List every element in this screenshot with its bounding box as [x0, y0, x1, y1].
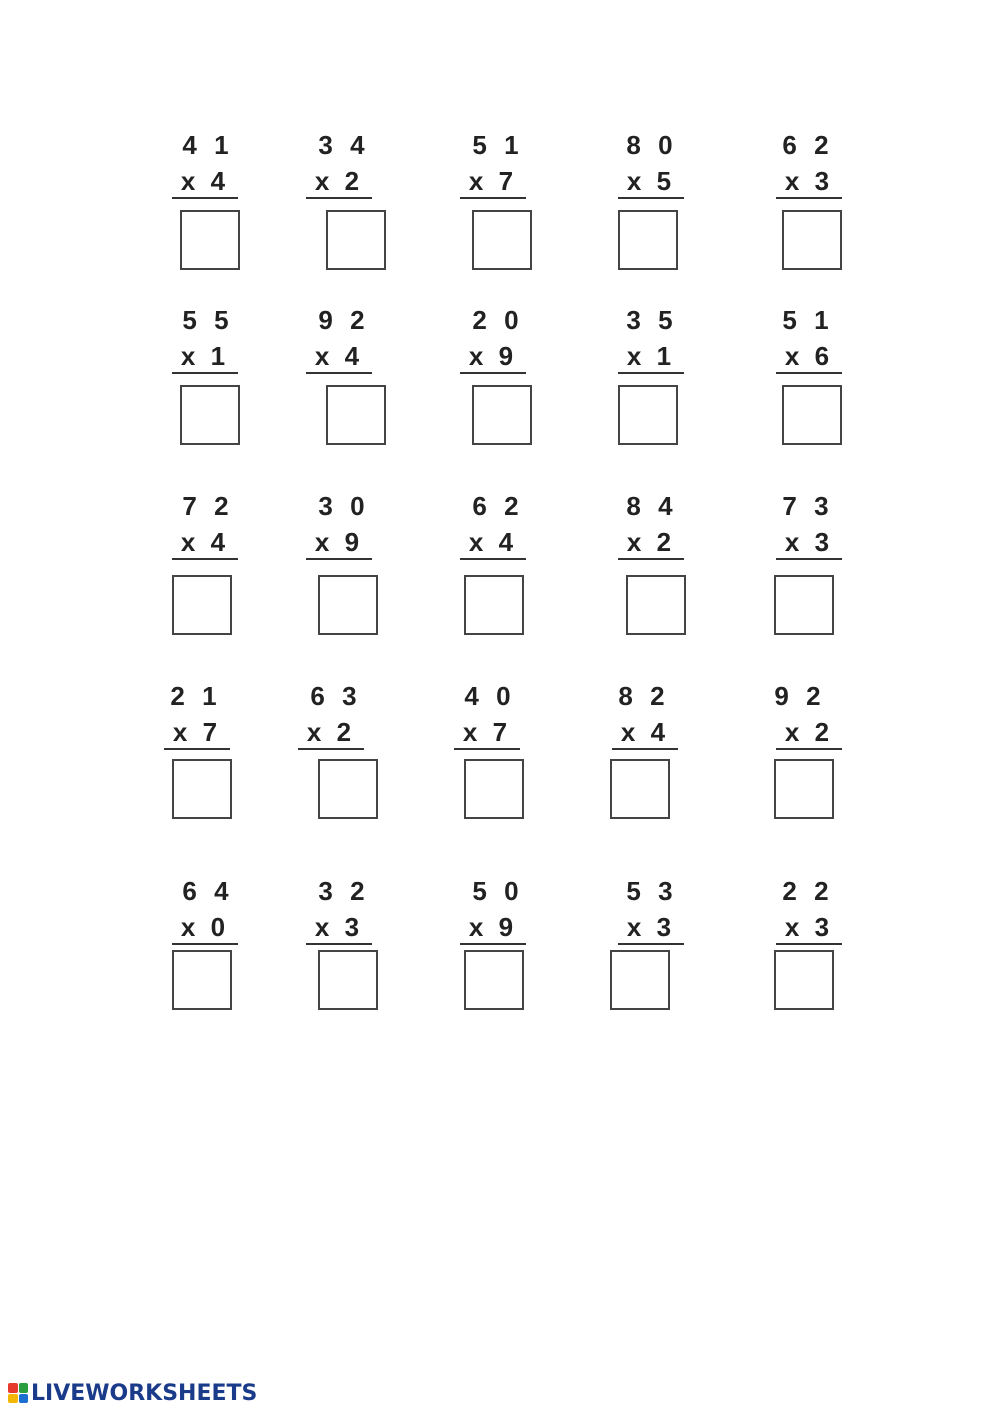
- problem-4-3: [430, 681, 550, 831]
- liveworksheets-footer: [8, 1379, 257, 1407]
- problem-4-5: [740, 681, 860, 831]
- answer-box[interactable]: [618, 210, 678, 270]
- multiplicand: 5 0: [472, 876, 524, 906]
- multiplicand: 7 2: [182, 491, 234, 521]
- problem-row-3: [0, 491, 1000, 641]
- multiplicand: 5 1: [472, 130, 524, 160]
- multiplicand: 8 4: [626, 491, 678, 521]
- multiplier: x 5: [618, 166, 684, 199]
- multiplicand: 6 3: [310, 681, 362, 711]
- liveworksheets-logo-icon: [8, 1383, 28, 1403]
- multiplicand: 2 1: [170, 681, 222, 711]
- multiplicand: 3 4: [318, 130, 370, 160]
- problem-1-3: [438, 130, 558, 280]
- problem-1-5: [748, 130, 868, 280]
- multiplicand: 4 1: [182, 130, 234, 160]
- problem-3-2: [284, 491, 404, 641]
- multiplier: x 7: [460, 166, 526, 199]
- multiplicand: 3 0: [318, 491, 370, 521]
- problem-4-4: [584, 681, 704, 831]
- problem-5-5: [748, 876, 868, 1026]
- multiplier: x 3: [618, 912, 684, 945]
- multiplier: x 1: [172, 341, 238, 374]
- multiplier: x 2: [306, 166, 372, 199]
- answer-box[interactable]: [180, 385, 240, 445]
- problem-4-1: [136, 681, 256, 831]
- problem-2-2: [284, 305, 404, 455]
- answer-box[interactable]: [464, 950, 524, 1010]
- answer-box[interactable]: [464, 759, 524, 819]
- answer-box[interactable]: [774, 575, 834, 635]
- multiplicand: 9 2: [774, 681, 826, 711]
- answer-box[interactable]: [782, 210, 842, 270]
- multiplier: x 3: [776, 912, 842, 945]
- multiplicand: 5 5: [182, 305, 234, 335]
- problem-5-3: [438, 876, 558, 1026]
- problem-3-3: [438, 491, 558, 641]
- problem-1-1: [148, 130, 268, 280]
- multiplier: x 7: [454, 717, 520, 750]
- answer-box[interactable]: [782, 385, 842, 445]
- answer-box[interactable]: [774, 759, 834, 819]
- multiplier: x 9: [460, 912, 526, 945]
- multiplicand: 2 2: [782, 876, 834, 906]
- problem-row-4: [0, 681, 1000, 831]
- problem-1-2: [284, 130, 404, 280]
- multiplier: x 9: [460, 341, 526, 374]
- multiplier: x 0: [172, 912, 238, 945]
- answer-box[interactable]: [318, 575, 378, 635]
- multiplier: x 1: [618, 341, 684, 374]
- answer-box[interactable]: [172, 950, 232, 1010]
- problem-row-2: [0, 305, 1000, 455]
- brand-name: LIVEWORKSHEETS: [31, 1380, 258, 1406]
- answer-box[interactable]: [472, 210, 532, 270]
- problem-row-5: [0, 876, 1000, 1026]
- problem-5-1: [148, 876, 268, 1026]
- problem-2-5: [748, 305, 868, 455]
- multiplicand: 7 3: [782, 491, 834, 521]
- multiplicand: 6 2: [472, 491, 524, 521]
- problem-3-4: [592, 491, 712, 641]
- answer-box[interactable]: [318, 759, 378, 819]
- multiplier: x 2: [776, 717, 842, 750]
- multiplier: x 4: [460, 527, 526, 560]
- answer-box[interactable]: [464, 575, 524, 635]
- multiplicand: 3 2: [318, 876, 370, 906]
- answer-box[interactable]: [472, 385, 532, 445]
- answer-box[interactable]: [610, 950, 670, 1010]
- multiplier: x 3: [776, 527, 842, 560]
- problem-3-5: [748, 491, 868, 641]
- answer-box[interactable]: [326, 210, 386, 270]
- multiplicand: 6 4: [182, 876, 234, 906]
- multiplicand: 8 0: [626, 130, 678, 160]
- problem-2-4: [592, 305, 712, 455]
- problem-5-4: [592, 876, 712, 1026]
- multiplicand: 5 1: [782, 305, 834, 335]
- answer-box[interactable]: [326, 385, 386, 445]
- multiplicand: 6 2: [782, 130, 834, 160]
- multiplicand: 8 2: [618, 681, 670, 711]
- answer-box[interactable]: [610, 759, 670, 819]
- answer-box[interactable]: [618, 385, 678, 445]
- problem-2-3: [438, 305, 558, 455]
- multiplicand: 4 0: [464, 681, 516, 711]
- multiplicand: 9 2: [318, 305, 370, 335]
- answer-box[interactable]: [172, 575, 232, 635]
- multiplicand: 3 5: [626, 305, 678, 335]
- multiplier: x 9: [306, 527, 372, 560]
- multiplier: x 2: [298, 717, 364, 750]
- answer-box[interactable]: [318, 950, 378, 1010]
- problem-2-1: [148, 305, 268, 455]
- answer-box[interactable]: [172, 759, 232, 819]
- multiplier: x 4: [306, 341, 372, 374]
- problem-row-1: [0, 130, 1000, 280]
- multiplier: x 7: [164, 717, 230, 750]
- answer-box[interactable]: [626, 575, 686, 635]
- multiplier: x 2: [618, 527, 684, 560]
- multiplier: x 3: [776, 166, 842, 199]
- multiplier: x 4: [612, 717, 678, 750]
- multiplicand: 5 3: [626, 876, 678, 906]
- answer-box[interactable]: [774, 950, 834, 1010]
- problem-1-4: [592, 130, 712, 280]
- problem-4-2: [276, 681, 396, 831]
- problem-5-2: [284, 876, 404, 1026]
- multiplier: x 6: [776, 341, 842, 374]
- problem-3-1: [148, 491, 268, 641]
- multiplicand: 2 0: [472, 305, 524, 335]
- multiplier: x 4: [172, 166, 238, 199]
- answer-box[interactable]: [180, 210, 240, 270]
- multiplier: x 3: [306, 912, 372, 945]
- multiplier: x 4: [172, 527, 238, 560]
